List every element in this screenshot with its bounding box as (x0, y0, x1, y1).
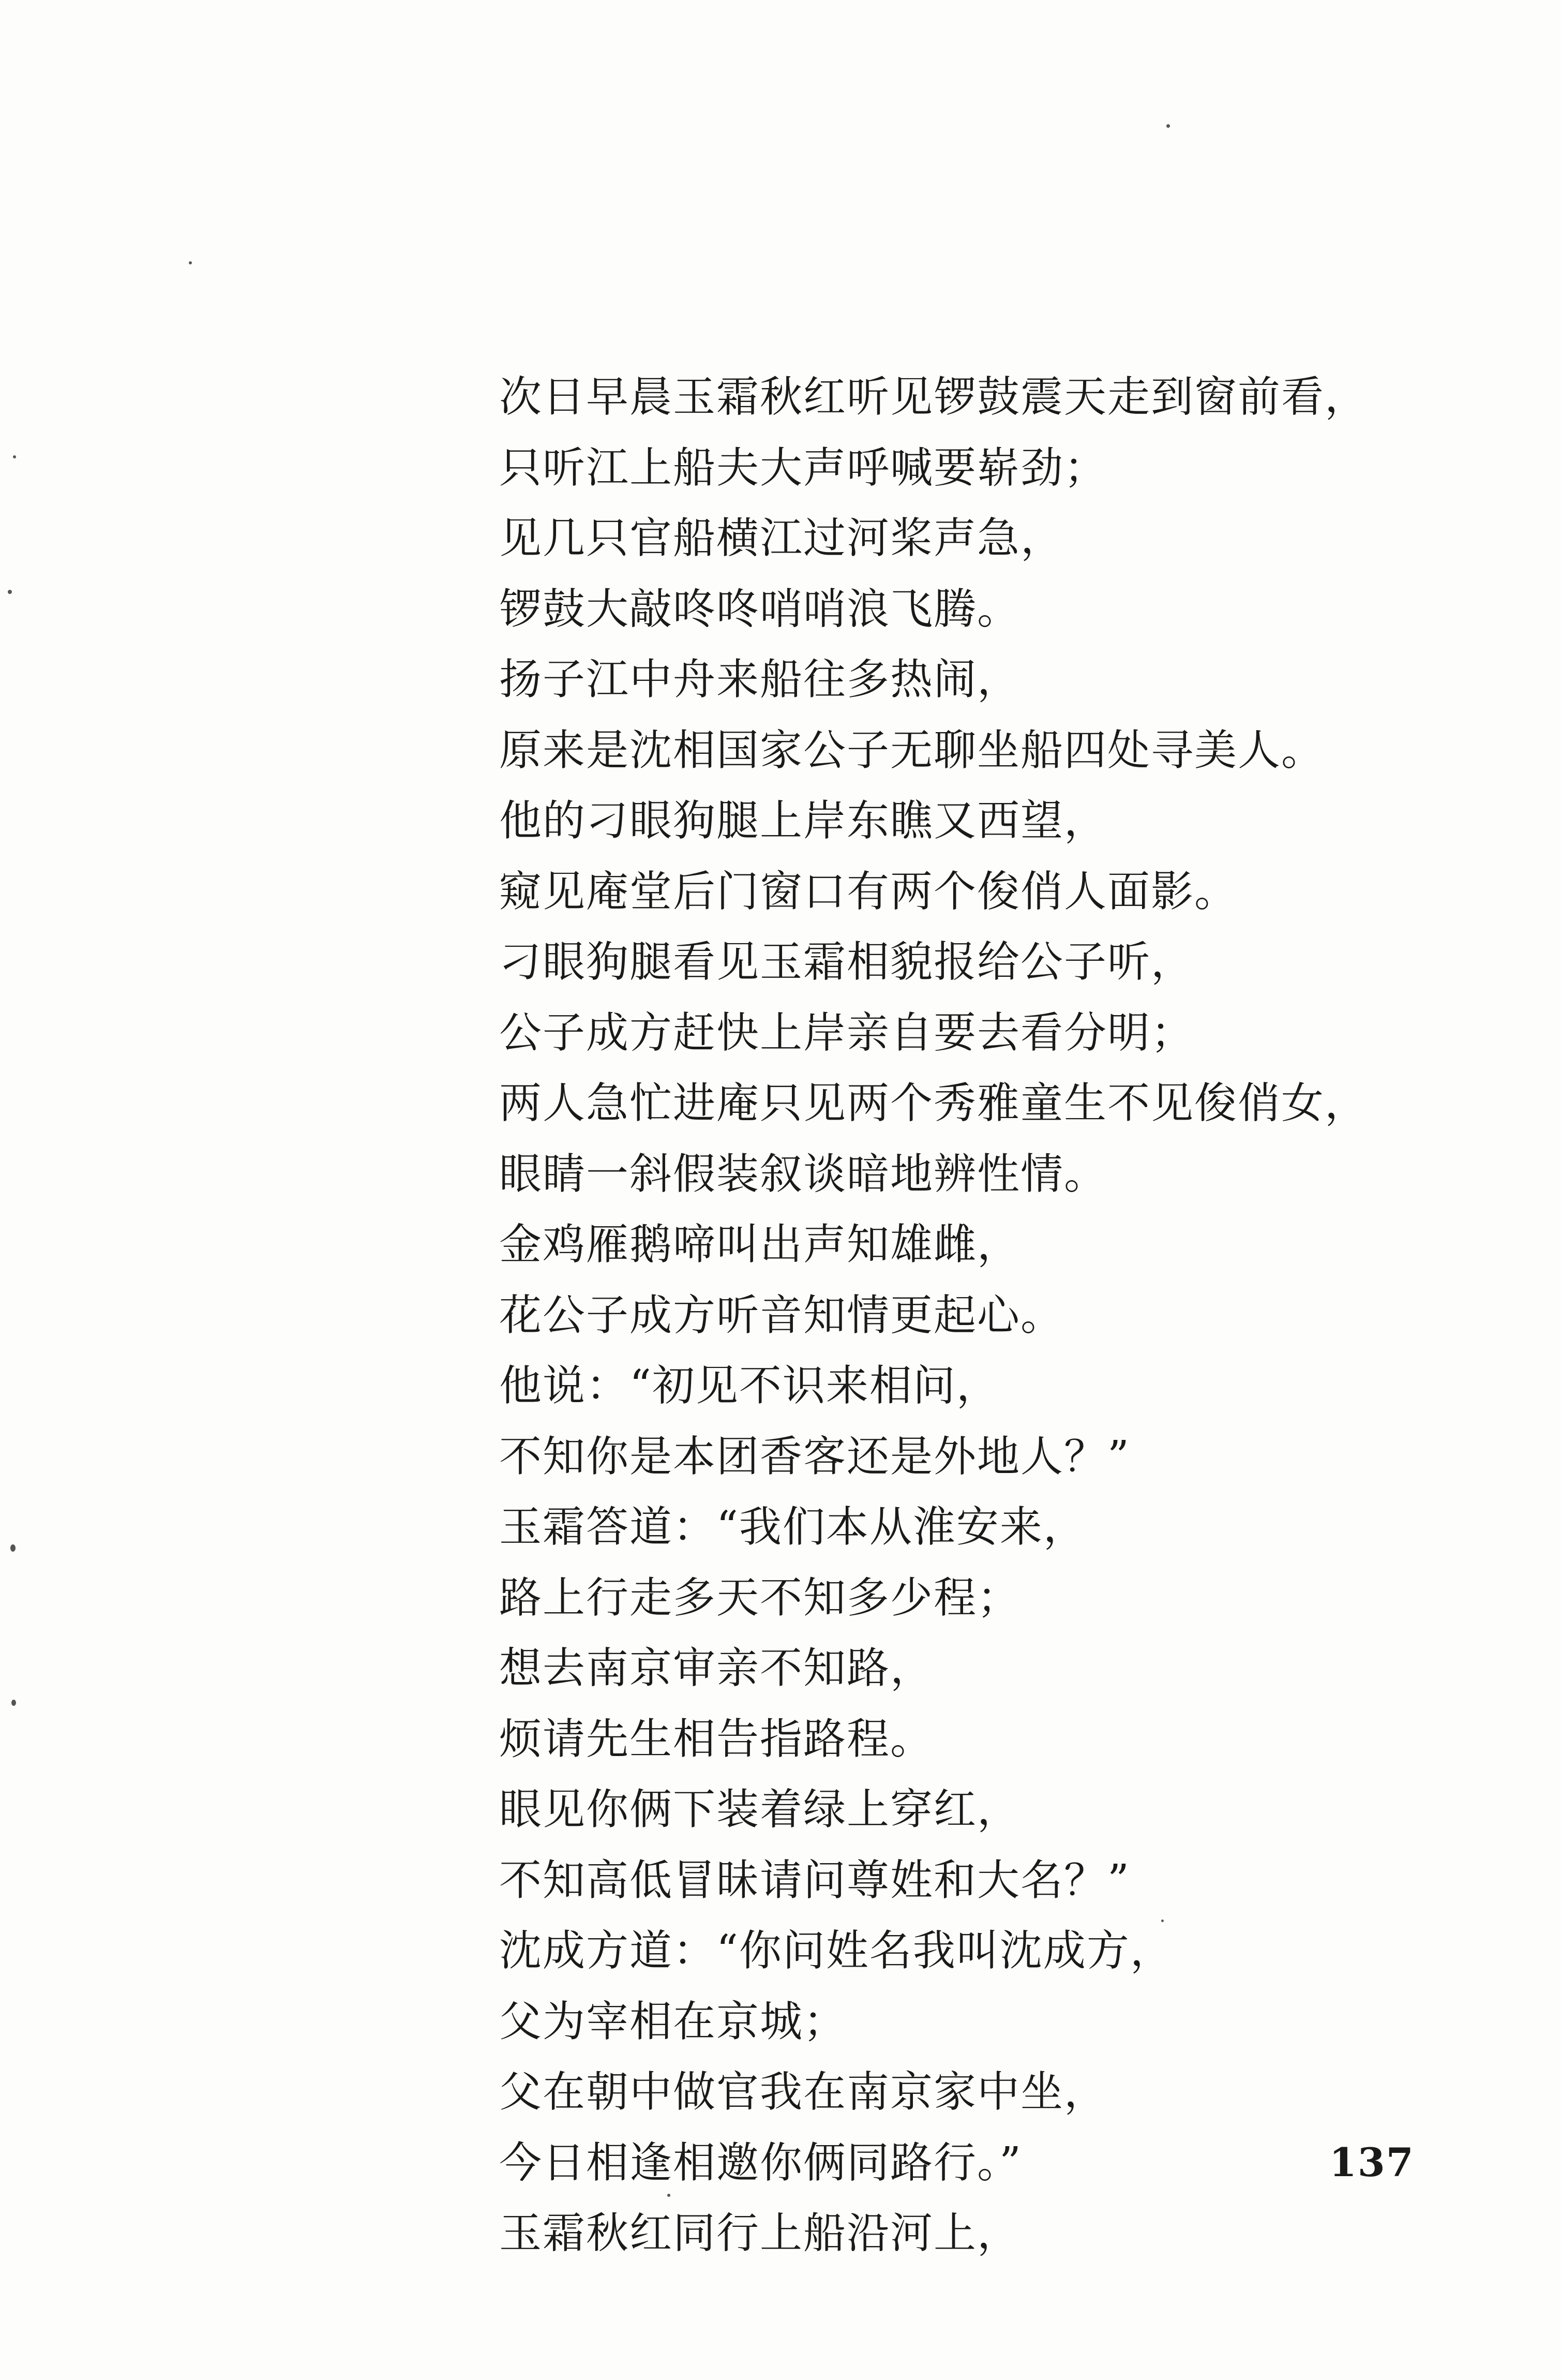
poem-line: 不知高低冒昧请问尊姓和大名？” (499, 1855, 1130, 1905)
scan-speck (1166, 124, 1170, 128)
poem-line: 他说：“初见不识来相问， (499, 1361, 1000, 1410)
scan-speck (10, 1544, 16, 1552)
poem-line: 窥见庵堂后门窗口有两个俊俏人面影。 (499, 867, 1238, 916)
poem-line: 锣鼓大敲咚咚哨哨浪飞腾。 (499, 584, 1021, 634)
scan-speck (8, 590, 12, 594)
poem-line: 今日相逢相邀你俩同路行。” (499, 2138, 1022, 2188)
poem-line: 沈成方道：“你问姓名我叫沈成方， (499, 1926, 1174, 1975)
scan-speck (11, 1700, 16, 1706)
poem-line: 原来是沈相国家公子无聊坐船四处寻美人。 (499, 725, 1325, 775)
poem-line: 次日早晨玉霜秋红听见锣鼓震天走到窗前看， (499, 373, 1369, 422)
poem-line: 路上行走多天不知多少程； (499, 1573, 1021, 1623)
page-number: 137 (1329, 2139, 1415, 2185)
poem-line: 玉霜秋红同行上船沿河上， (499, 2209, 1021, 2258)
poem-line: 想去南京审亲不知路， (499, 1644, 934, 1693)
scan-speck (667, 2194, 670, 2197)
poem-line: 刁眼狗腿看见玉霜相貌报给公子听， (499, 938, 1195, 987)
poem-line: 玉霜答道：“我们本从淮安来， (499, 1503, 1087, 1552)
poem-line: 他的刁眼狗腿上岸东瞧又西望， (499, 796, 1108, 845)
poem-text (499, 362, 1430, 2269)
scan-speck (189, 261, 192, 264)
poem-line: 父为宰相在京城； (499, 1997, 847, 2046)
poem-line: 不知你是本团香客还是外地人？” (499, 1432, 1130, 1481)
poem-line: 花公子成方听音知情更起心。 (499, 1290, 1064, 1340)
poem-line: 两人急忙进庵只见两个秀雅童生不见俊俏女， (499, 1079, 1369, 1128)
poem-line: 烦请先生相告指路程。 (499, 1714, 934, 1764)
poem-line: 只听江上船夫大声呼喊要崭劲； (499, 443, 1108, 493)
scan-speck (13, 455, 16, 458)
poem-line: 眼见你俩下装着绿上穿红， (499, 1785, 1021, 1834)
poem-line: 金鸡雁鹅啼叫出声知雄雌， (499, 1220, 1021, 1269)
poem-line: 父在朝中做官我在南京家中坐， (499, 2067, 1108, 2117)
poem-line: 扬子江中舟来船往多热闹， (499, 655, 1021, 704)
poem-line: 公子成方赶快上岸亲自要去看分明； (499, 1008, 1195, 1058)
poem-line: 见几只官船横江过河桨声急， (499, 514, 1064, 563)
scan-speck (1161, 1920, 1164, 1922)
poem-line: 眼睛一斜假装叙谈暗地辨性情。 (499, 1149, 1108, 1199)
